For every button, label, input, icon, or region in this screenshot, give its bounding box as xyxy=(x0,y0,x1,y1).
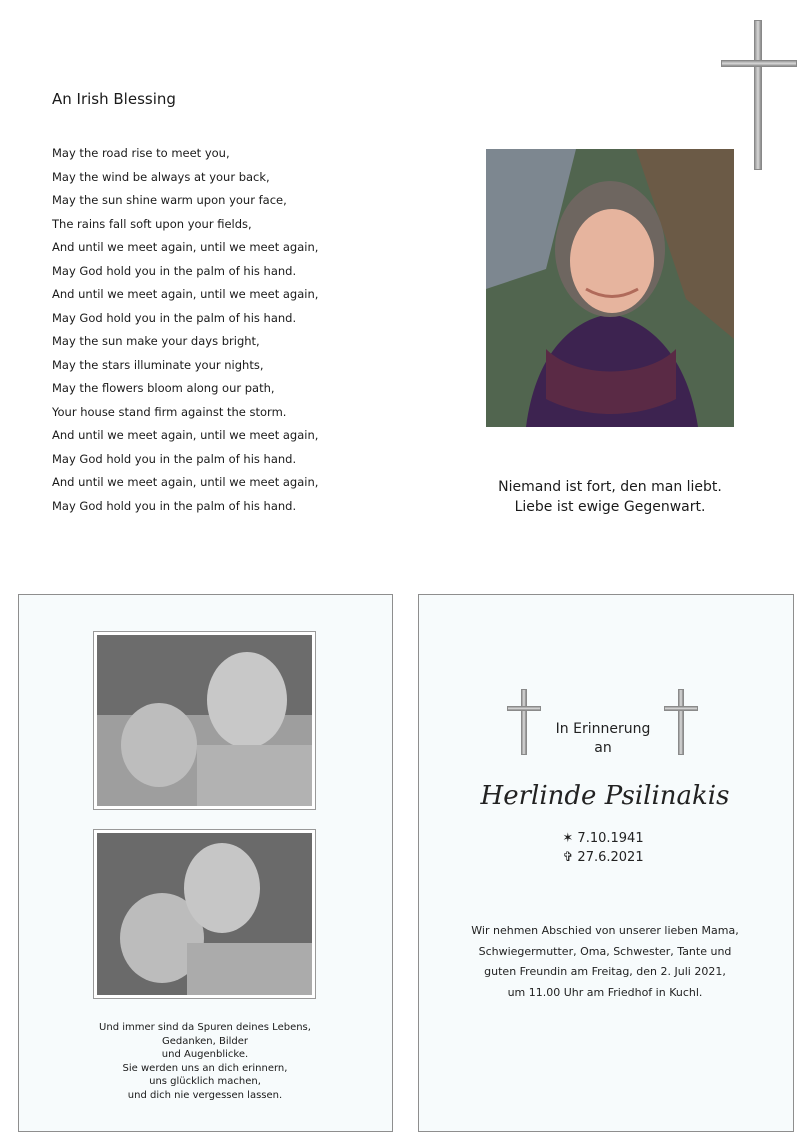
quote-line: Liebe ist ewige Gegenwart. xyxy=(514,499,706,515)
cross-icon-bar xyxy=(721,60,797,67)
verse-line: Gedanken, Bilder xyxy=(161,1035,249,1047)
cross-icon xyxy=(754,20,762,170)
cross-icon-bar xyxy=(507,706,541,711)
funeral-announcement xyxy=(440,921,770,1003)
announcement-line: Wir nehmen Abschied von unserer lieben Mama, xyxy=(471,924,739,937)
couple-photo-2 xyxy=(93,829,316,999)
poem-line: May the flowers bloom along our path, xyxy=(52,381,275,395)
photo-image xyxy=(97,635,312,806)
poem-line: May the stars illuminate your nights, xyxy=(52,357,264,372)
deceased-name: Herlinde Psilinakis xyxy=(480,781,730,811)
poem-line: And until we meet again, until we meet again, xyxy=(52,240,319,254)
couple-photo-1 xyxy=(93,631,316,810)
poem-line: May God hold you in the palm of his hand. xyxy=(52,310,297,325)
verse-line: und Augenblicke. xyxy=(161,1049,249,1060)
poem-line: And until we meet again, until we meet again, xyxy=(52,287,319,301)
poem-line: May the wind be always at your back, xyxy=(52,169,270,184)
portrait-illustration xyxy=(486,149,734,427)
poem-line: May the sun shine warm upon your face, xyxy=(52,193,287,207)
poem-line: May the road rise to meet you, xyxy=(52,146,230,160)
photo-image xyxy=(97,833,312,995)
verse-line: uns glücklich machen, xyxy=(149,1076,261,1087)
memorial-quote xyxy=(470,477,750,517)
announcement-line: um 11.00 Uhr am Friedhof in Kuchl. xyxy=(507,985,703,999)
death-date: ✞ 27.6.2021 xyxy=(562,850,644,865)
verse-line: und dich nie vergessen lassen. xyxy=(127,1089,283,1101)
poem-line: May the sun make your days bright, xyxy=(52,334,260,348)
poem-line: May God hold you in the palm of his hand. xyxy=(52,451,297,466)
cross-icon xyxy=(521,689,527,755)
blessing-title: An Irish Blessing xyxy=(52,90,176,108)
poem-line: And until we meet again, until we meet again, xyxy=(52,428,319,442)
heading-line: an xyxy=(594,740,612,756)
portrait-photo xyxy=(486,149,734,427)
photo-illustration xyxy=(97,833,312,995)
life-dates xyxy=(540,829,666,867)
cross-icon xyxy=(678,689,684,755)
poem xyxy=(52,145,318,521)
poem-line: Your house stand firm against the storm. xyxy=(52,404,287,419)
cross-icon-bar xyxy=(664,706,698,711)
quote-line: Niemand ist fort, den man liebt. xyxy=(498,479,722,495)
poem-line: May God hold you in the palm of his hand. xyxy=(52,263,297,278)
announcement-line: Schwiegermutter, Oma, Schwester, Tante und xyxy=(478,944,732,958)
photo-illustration xyxy=(97,635,312,806)
poem-line: The rains fall soft upon your fields, xyxy=(52,216,252,231)
poem-line: May God hold you in the palm of his hand. xyxy=(52,498,297,513)
heading-line: In Erinnerung xyxy=(555,721,651,737)
announcement-line: guten Freundin am Freitag, den 2. Juli 2021, xyxy=(484,965,726,978)
memorial-verse xyxy=(60,1021,350,1102)
verse-line: Und immer sind da Spuren deines Lebens, xyxy=(99,1022,311,1033)
verse-line: Sie werden uns an dich erinnern, xyxy=(122,1062,288,1074)
in-memory-heading xyxy=(540,720,666,758)
poem-line: And until we meet again, until we meet again, xyxy=(52,475,319,489)
birth-date: ✶ 7.10.1941 xyxy=(562,831,644,846)
